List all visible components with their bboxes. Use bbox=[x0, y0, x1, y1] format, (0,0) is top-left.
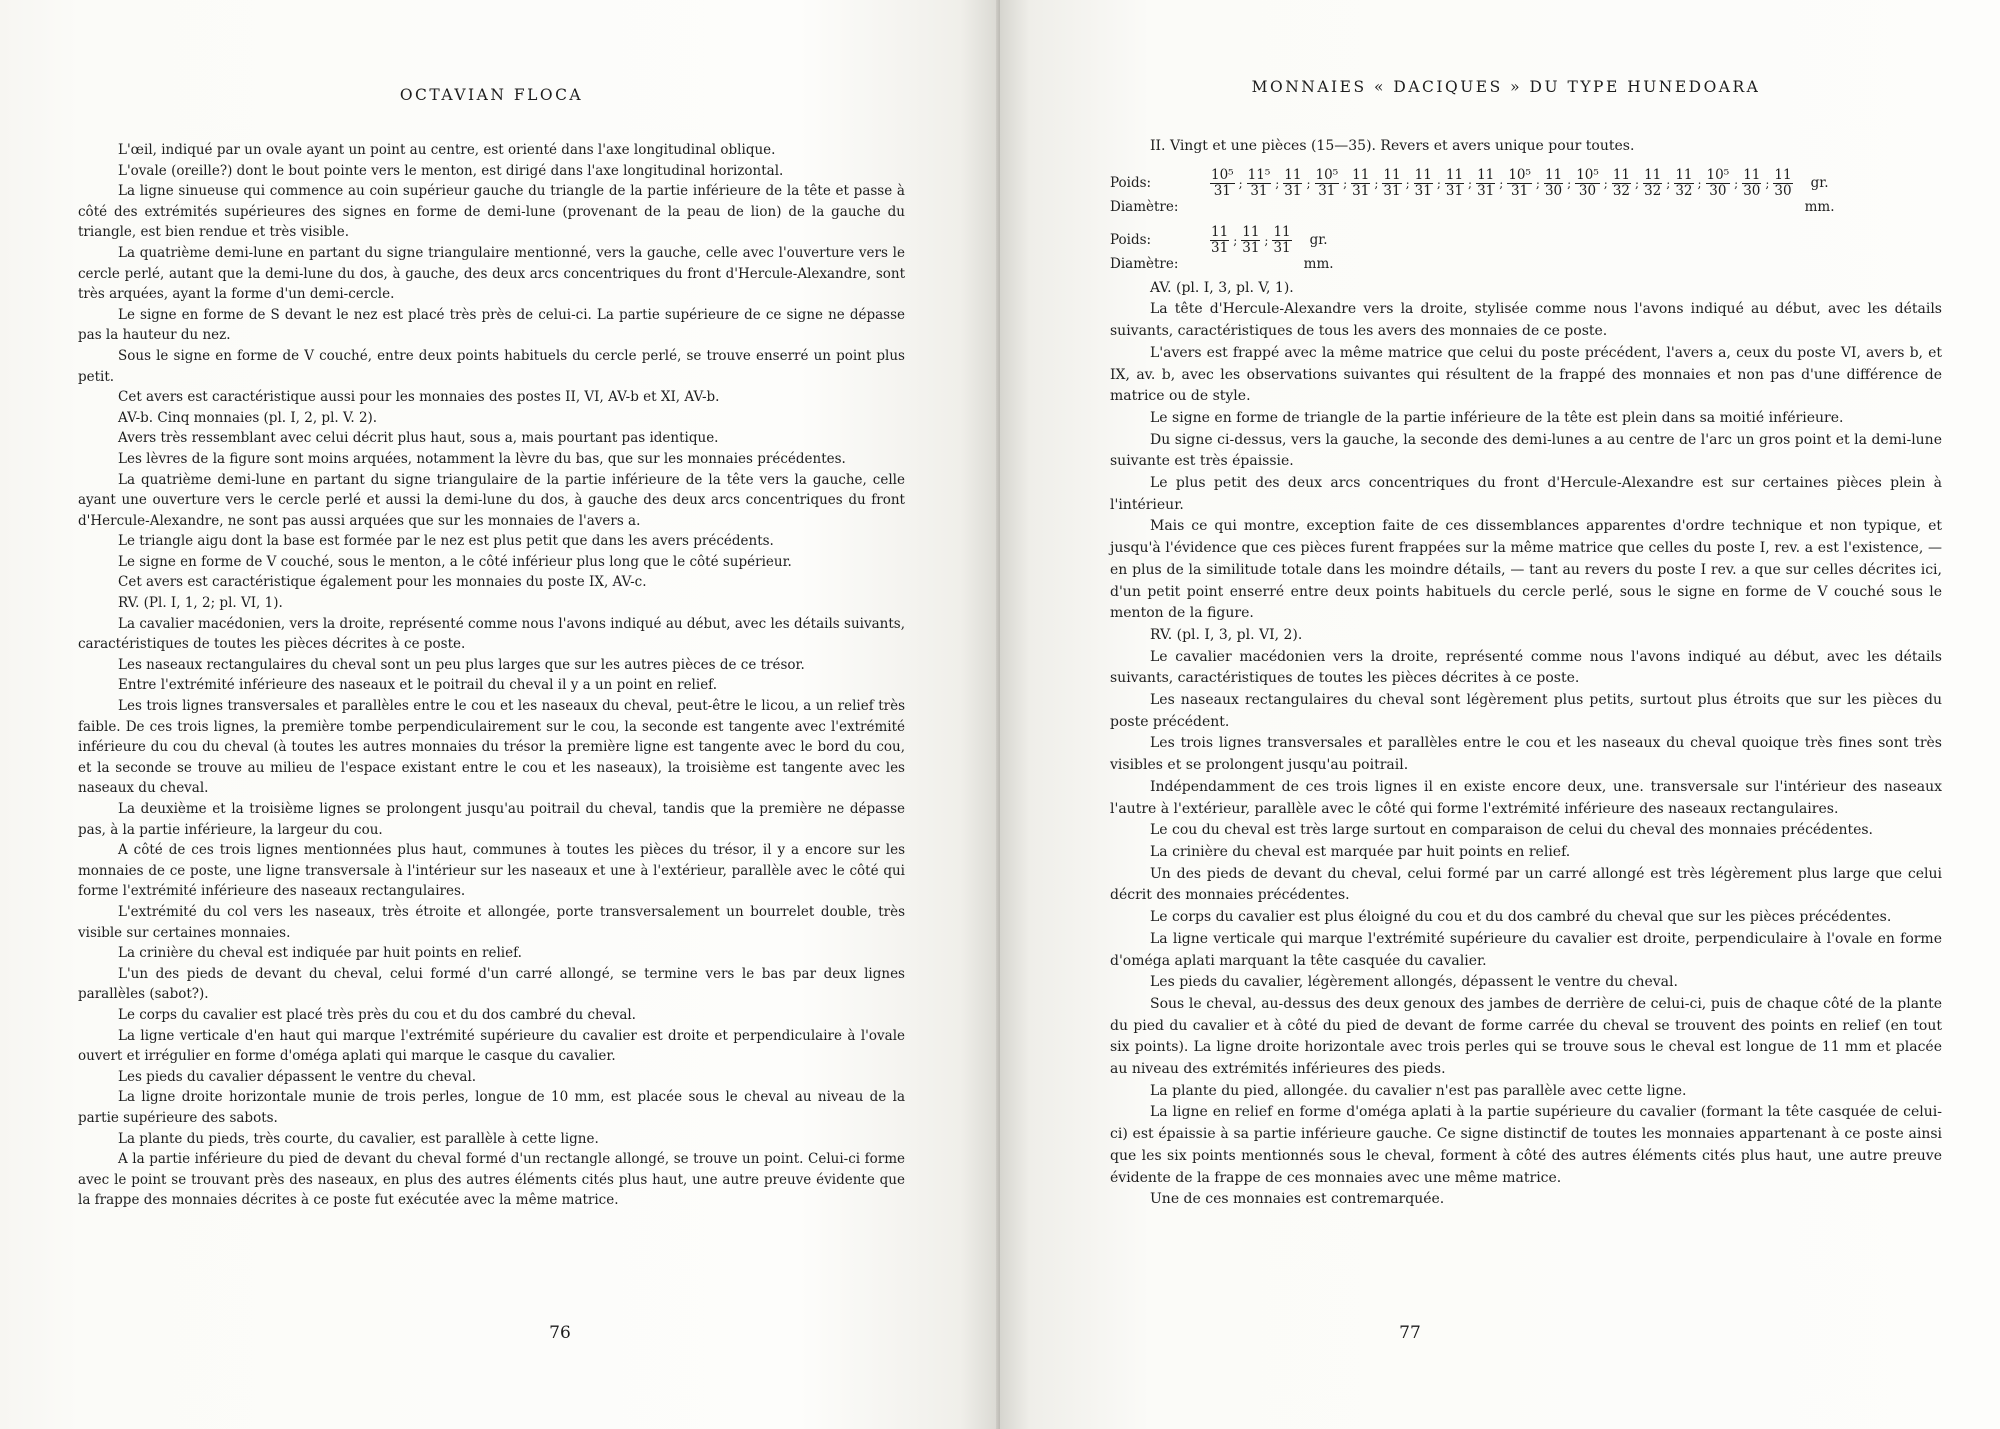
paragraph: La plante du pied, allongée. du cavalier n'est pas parallèle avec cette ligne. bbox=[1150, 1082, 1687, 1099]
weight-value: 10⁵ bbox=[1315, 166, 1339, 183]
paragraph: RV. (Pl. I, 1, 2; pl. VI, 1). bbox=[118, 595, 283, 612]
paragraph: La ligne verticale qui marque l'extrémité supérieure du cavalier est droite, perpendiculaire à l'ovale en forme d'oméga aplati marquant la tête casquée du cavalier. bbox=[1110, 930, 1942, 969]
weight-unit: gr. bbox=[1810, 175, 1829, 192]
paragraph: A côté de ces trois lignes mentionnées plus haut, communes à toutes les pièces du trésor, il y a encore sur les monnaies de ce poste, une ligne transversale à l'intérieur sur les naseaux et une à l'extérieur, parallèle avec le côté qui forme l'extrémité inférieure des naseaux rectangulaires. bbox=[78, 842, 905, 900]
paragraph: Sous le signe en forme de V couché, entre deux points habituels du cercle perlé, se trouve enserré un point plus petit. bbox=[78, 347, 905, 385]
weight-value: 11 bbox=[1743, 166, 1761, 183]
diameter-value: 31 bbox=[1383, 182, 1401, 199]
paragraph: AV. (pl. I, 3, pl. V, 1). bbox=[1150, 279, 1294, 296]
paragraph: Les naseaux rectangulaires du cheval sont légèrement plus petits, surtout plus étroits que sur les pièces du poste précédent. bbox=[1110, 692, 1942, 730]
measure-fraction bbox=[1643, 168, 1662, 199]
paragraph: AV-b. Cinq monnaies (pl. I, 2, pl. V. 2). bbox=[118, 409, 378, 426]
diameter-unit-2: mm. bbox=[1303, 255, 1334, 272]
paragraph: Les pieds du cavalier, légèrement allongés, dépassent le ventre du cheval. bbox=[1150, 974, 1678, 991]
paragraph: Indépendamment de ces trois lignes il en existe encore deux, une. transversale sur l'intérieur des naseaux l'autre à l'extérieur, parallèle avec le côté qui forme l'extrémité inférieure des naseaux rectangulaires. bbox=[1110, 778, 1942, 817]
fractions-row-2 bbox=[1202, 225, 1300, 256]
paragraph: Entre l'extrémité inférieure des naseaux et le poitrail du cheval il y a un point en relief. bbox=[118, 677, 717, 694]
measure-fraction bbox=[1706, 168, 1731, 199]
diameter-value: 30 bbox=[1709, 182, 1727, 199]
measure-fraction bbox=[1544, 168, 1563, 199]
paragraph: La quatrième demi-lune en partant du signe triangulaire mentionné, vers la gauche, celle avec l'ouverture vers le cercle perlé, autant que la demi-lune du dos, à gauche, des deux arcs concentriques du front d'Hercule-Alexandre, sont très arquées, ayant la forme d'un demi-cercle. bbox=[78, 244, 905, 303]
separator: ; bbox=[1275, 176, 1280, 191]
measure-fraction bbox=[1382, 168, 1401, 199]
separator: ; bbox=[1343, 176, 1348, 191]
paragraph: Le signe en forme de S devant le nez est placé très près de celui-ci. La partie supérieure de ce signe ne dépasse pas la hauteur du nez. bbox=[78, 306, 905, 344]
separator: ; bbox=[1567, 176, 1572, 191]
separator: ; bbox=[1306, 176, 1311, 191]
diameter-label: Diamètre: bbox=[1110, 198, 1179, 215]
separator: ; bbox=[1635, 176, 1640, 191]
paragraph: Le cavalier macédonien vers la droite, représenté comme nous l'avons indiqué au début, avec les détails suivants, caractéristiques de toutes les pièces décrites à ce poste. bbox=[1110, 648, 1942, 687]
paragraph: La crinière du cheval est indiquée par huit points en relief. bbox=[118, 945, 522, 962]
paragraph: Le signe en forme de V couché, sous le menton, a le côté inférieur plus long que le côté supérieur. bbox=[118, 553, 792, 570]
paragraph: L'extrémité du col vers les naseaux, très étroite et allongée, porte transversalement un bourrelet double, très visible sur certaines monnaies. bbox=[78, 903, 905, 941]
weight-value: 11 bbox=[1544, 166, 1563, 183]
diameter-value: 31 bbox=[1352, 182, 1370, 199]
paragraph: Le cou du cheval est très large surtout en comparaison de celui du cheval des monnaies précédentes. bbox=[1150, 822, 1874, 839]
measure-fraction bbox=[1241, 225, 1260, 256]
paragraph: La cavalier macédonien, vers la droite, représenté comme nous l'avons indiqué au début, avec les détails suivants, caractéristiques de toutes les pièces décrites à ce poste. bbox=[78, 615, 905, 653]
weight-value: 11 bbox=[1774, 166, 1792, 183]
diameter-value: 31 bbox=[1445, 182, 1464, 199]
fractions-row-1 bbox=[1202, 168, 1801, 199]
weight-value: 11 bbox=[1644, 166, 1662, 183]
paragraph: Une de ces monnaies est contremarquée. bbox=[1150, 1191, 1445, 1208]
measure-fraction bbox=[1742, 168, 1761, 199]
paragraph: Le signe en forme de triangle de la partie inférieure de la tête est plein dans sa moitié inférieure. bbox=[1150, 409, 1844, 426]
paragraph: La deuxième et la troisième lignes se prolongent jusqu'au poitrail du cheval, tandis que la première ne dépasse pas, à la partie inférieure, la largeur du cou. bbox=[78, 801, 905, 838]
weight-value: 11 bbox=[1445, 166, 1464, 183]
weight-value: 11 bbox=[1242, 223, 1260, 240]
separator: ; bbox=[1697, 176, 1702, 191]
weight-value: 10⁵ bbox=[1211, 166, 1234, 183]
paragraph: Les pieds du cavalier dépassent le ventre du cheval. bbox=[118, 1068, 477, 1085]
diameter-value: 31 bbox=[1511, 182, 1529, 199]
diameter-unit: mm. bbox=[1804, 198, 1835, 215]
diameter-value: 31 bbox=[1477, 182, 1495, 199]
separator: ; bbox=[1233, 233, 1238, 248]
paragraph: La ligne droite horizontale munie de trois perles, longue de 10 mm, est placée sous le cheval au niveau de la partie supérieure des sabots. bbox=[78, 1089, 905, 1126]
measure-fraction bbox=[1476, 168, 1495, 199]
weight-value: 11⁵ bbox=[1247, 166, 1271, 183]
paragraph: La plante du pieds, très courte, du cavalier, est parallèle à cette ligne. bbox=[118, 1130, 599, 1147]
weight-value: 10⁵ bbox=[1508, 166, 1531, 183]
diameter-value: 30 bbox=[1743, 182, 1761, 199]
paragraph: Du signe ci-dessus, vers la gauche, la seconde des demi-lunes a au centre de l'arc un gros point et la demi-lune suivante est très épaissie. bbox=[1110, 431, 1942, 470]
paragraph: Le triangle aigu dont la base est formée par le nez est plus petit que dans les avers précédents. bbox=[118, 533, 774, 550]
paragraph: La ligne sinueuse qui commence au coin supérieur gauche du triangle de la partie inférieure de la tête et passe à côté des extrémités supérieures des signes en forme de demi-lune (provenant de la peau de lion) de la gauche du triangle, est bien rendue et très visible. bbox=[78, 183, 905, 241]
diameter-value: 32 bbox=[1644, 182, 1662, 199]
separator: ; bbox=[1264, 233, 1269, 248]
weight-unit-2: gr. bbox=[1309, 232, 1328, 249]
paragraph: Cet avers est caractéristique aussi pour les monnaies des postes II, VI, AV-b et XI, AV-b. bbox=[118, 389, 720, 406]
page-number-left: 76 bbox=[549, 1323, 571, 1343]
paragraph: Les trois lignes transversales et parallèles entre le cou et les naseaux du cheval, peut-être le licou, a un relief très faible. De ces trois lignes, la première tombe perpendiculairement sur le cou, la seconde est tangente avec l'extrémité inférieure du cou du cheval (à toutes les autres monnaies du trésor la première ligne est tangente avec le bord du cou, et la seconde se trouve au milieu de l'espace existant entre le cou et les naseaux), la troisième est tangente avec les naseaux du cheval. bbox=[78, 698, 905, 797]
separator: ; bbox=[1405, 176, 1410, 191]
weight-value: 11 bbox=[1414, 166, 1432, 183]
paragraph: Un des pieds de devant du cheval, celui formé par un carré allongé est très légèrement plus large que celui décrit des monnaies précédentes. bbox=[1110, 865, 1942, 904]
measures-table-2 bbox=[1110, 225, 1338, 272]
measure-fraction bbox=[1612, 168, 1631, 199]
paragraph: L'ovale (oreille?) dont le bout pointe vers le menton, est dirigé dans l'axe longitudinal horizontal. bbox=[118, 162, 784, 179]
weight-value: 11 bbox=[1612, 166, 1631, 183]
diameter-value: 30 bbox=[1544, 182, 1563, 199]
diameter-value: 31 bbox=[1211, 239, 1229, 256]
diameter-value: 30 bbox=[1774, 182, 1792, 199]
separator: ; bbox=[1238, 176, 1243, 191]
weight-value: 10⁵ bbox=[1706, 166, 1730, 183]
weight-value: 11 bbox=[1477, 166, 1495, 183]
paragraph: RV. (pl. I, 3, pl. VI, 2). bbox=[1150, 626, 1303, 643]
weight-value: 11 bbox=[1284, 166, 1302, 183]
weight-label-2: Poids: bbox=[1110, 232, 1152, 249]
measure-fraction bbox=[1507, 168, 1532, 199]
separator: ; bbox=[1734, 176, 1739, 191]
separator: ; bbox=[1468, 176, 1473, 191]
separator: ; bbox=[1499, 176, 1504, 191]
measure-fraction bbox=[1445, 168, 1464, 199]
diameter-value: 31 bbox=[1318, 182, 1336, 199]
measure-fraction bbox=[1414, 168, 1433, 199]
paragraph: L'œil, indiqué par un ovale ayant un point au centre, est orienté dans l'axe longitudinal oblique. bbox=[118, 142, 776, 158]
measure-fraction bbox=[1283, 168, 1302, 199]
weight-label: Poids: bbox=[1110, 175, 1152, 192]
separator: ; bbox=[1603, 176, 1608, 191]
paragraph: La quatrième demi-lune en partant du signe triangulaire de la partie inférieure de la tête vers la gauche, celle ayant une ouverture vers le cercle perlé et aussi la demi-lune du dos, à gauche des deux arcs concentriques du front d'Hercule-Alexandre, ne sont pas aussi arquées que sur les monnaies de l'avers a. bbox=[78, 471, 905, 529]
paragraph: La ligne en relief en forme d'oméga aplati à la partie supérieure du cavalier (formant la tête casquée de celui-ci) est épaissie à sa partie inférieure gauche. Ce signe distinctif de toutes les monnaies appartenant à ce poste ainsi que les six points mentionnés sous le cheval, forment à côté des autres éléments cités plus haut, une autre preuve évidente de la frappe de ces monnaies avec une même matrice. bbox=[1110, 1104, 1942, 1186]
paragraph: Mais ce qui montre, exception faite de ces dissemblances apparentes d'ordre technique et non typique, et jusqu'à l'évidence que ces pièces furent frappées sur la même matrice que celles du poste I, rev. a est l'existence, — en plus de la similitude totale dans les moindre détails, — tant au revers du poste I rev. a que sur celles décrites ici, d'un petit point enserré entre deux points habituels du cercle perlé, sous le signe en forme de V couché sous le menton de la figure. bbox=[1110, 518, 1942, 622]
paragraph: L'un des pieds de devant du cheval, celui formé d'un carré allongé, se termine vers le bas par deux lignes parallèles (sabot?). bbox=[78, 965, 905, 1003]
separator: ; bbox=[1765, 176, 1770, 191]
running-header-left: OCTAVIAN FLOCA bbox=[399, 86, 584, 104]
measure-fraction bbox=[1210, 168, 1235, 199]
right-page-body bbox=[1110, 278, 1942, 1211]
separator: ; bbox=[1535, 176, 1540, 191]
diameter-value: 31 bbox=[1250, 182, 1268, 199]
diameter-value: 32 bbox=[1612, 182, 1631, 199]
measure-fraction bbox=[1351, 168, 1370, 199]
paragraph: Le corps du cavalier est plus éloigné du cou et du dos cambré du cheval que sur les pièces précédentes. bbox=[1150, 909, 1892, 926]
paragraph: La ligne verticale d'en haut qui marque l'extrémité supérieure du cavalier est droite et perpendiculaire à l'ovale ouvert et irrégulier en forme d'oméga aplati qui marque le casque du cavalier. bbox=[78, 1027, 905, 1065]
page-number-right: 77 bbox=[1399, 1323, 1421, 1343]
paragraph: Avers très ressemblant avec celui décrit plus haut, sous a, mais pourtant pas identique. bbox=[118, 430, 719, 447]
paragraph: Sous le cheval, au-dessus des deux genoux des jambes de derrière de celui-ci, puis de chaque côté de la plante du pied du cavalier et à côté du pied de devant de forme carrée du cheval se trouvent des points en relief (en tout six points). La ligne droite horizontale avec trois perles qui se trouve sous le cheval est longue de 11 mm et placée au niveau des extrémités inférieures des pieds. bbox=[1110, 995, 1942, 1078]
running-header-right: MONNAIES « DACIQUES » DU TYPE HUNEDOARA bbox=[1251, 78, 1761, 96]
weight-value: 11 bbox=[1273, 223, 1291, 240]
paragraph: A la partie inférieure du pied de devant du cheval formé d'un rectangle allongé, se trouve un point. Celui-ci forme avec le point se trouvant près des naseaux, en plus des autres éléments cités plus haut, une autre preuve évidente que la frappe des monnaies décrites à ce poste fut exécutée avec la même matrice. bbox=[78, 1151, 905, 1209]
separator: ; bbox=[1666, 176, 1671, 191]
weight-value: 10⁵ bbox=[1576, 166, 1599, 183]
diameter-label-2: Diamètre: bbox=[1110, 255, 1179, 272]
paragraph: La tête d'Hercule-Alexandre vers la droite, stylisée comme nous l'avons indiqué au début, avec les détails suivants, caractéristiques de tous les avers des monnaies de ce poste. bbox=[1110, 301, 1942, 340]
diameter-value: 31 bbox=[1273, 239, 1291, 256]
diameter-value: 31 bbox=[1242, 239, 1260, 256]
paragraph: L'avers est frappé avec la même matrice que celui du poste précédent, l'avers a, ceux du poste VI, avers b, et IX, av. b, avec les observations suivantes qui résultent de la frappé des monnaies et non pas d'une différence de matrice ou de style. bbox=[1110, 344, 1942, 405]
paragraph: Les lèvres de la figure sont moins arquées, notamment la lèvre du bas, que sur les monnaies précédentes. bbox=[118, 450, 846, 467]
paragraph: Cet avers est caractéristique également pour les monnaies du poste IX, AV-c. bbox=[118, 574, 647, 591]
diameter-value: 31 bbox=[1213, 182, 1231, 199]
lot-intro: II. Vingt et une pièces (15—35). Revers et avers unique pour toutes. bbox=[1150, 138, 1635, 154]
measure-fraction bbox=[1210, 225, 1229, 256]
weight-value: 11 bbox=[1675, 166, 1693, 183]
diameter-value: 30 bbox=[1578, 182, 1597, 199]
diameter-value: 31 bbox=[1414, 182, 1432, 199]
measure-fraction bbox=[1247, 168, 1272, 199]
measure-fraction bbox=[1575, 168, 1600, 199]
paragraph: Le plus petit des deux arcs concentriques du front d'Hercule-Alexandre est sur certaines pièces plein à l'intérieur. bbox=[1110, 475, 1942, 513]
separator: ; bbox=[1374, 176, 1379, 191]
paragraph: Le corps du cavalier est placé très près du cou et du dos cambré du cheval. bbox=[118, 1006, 636, 1023]
paragraph: Les trois lignes transversales et parallèles entre le cou et les naseaux du cheval quoique très fines sont très visibles et se prolongent jusqu'au poitrail. bbox=[1110, 735, 1942, 774]
weight-value: 11 bbox=[1352, 166, 1370, 183]
paragraph: Les naseaux rectangulaires du cheval sont un peu plus larges que sur les autres pièces de ce trésor. bbox=[118, 656, 805, 673]
measure-fraction bbox=[1773, 168, 1792, 199]
measure-fraction bbox=[1674, 168, 1693, 199]
measure-fraction bbox=[1272, 225, 1291, 256]
paragraph: La crinière du cheval est marquée par huit points en relief. bbox=[1150, 843, 1571, 860]
left-page-body bbox=[78, 140, 905, 1211]
diameter-value: 31 bbox=[1284, 182, 1302, 199]
weight-value: 11 bbox=[1383, 166, 1401, 183]
right-page bbox=[1000, 0, 2000, 1429]
diameter-value: 32 bbox=[1675, 182, 1693, 199]
measures-table-1 bbox=[1110, 168, 1839, 215]
measure-fraction bbox=[1315, 168, 1340, 199]
separator: ; bbox=[1436, 176, 1441, 191]
weight-value: 11 bbox=[1211, 223, 1229, 240]
